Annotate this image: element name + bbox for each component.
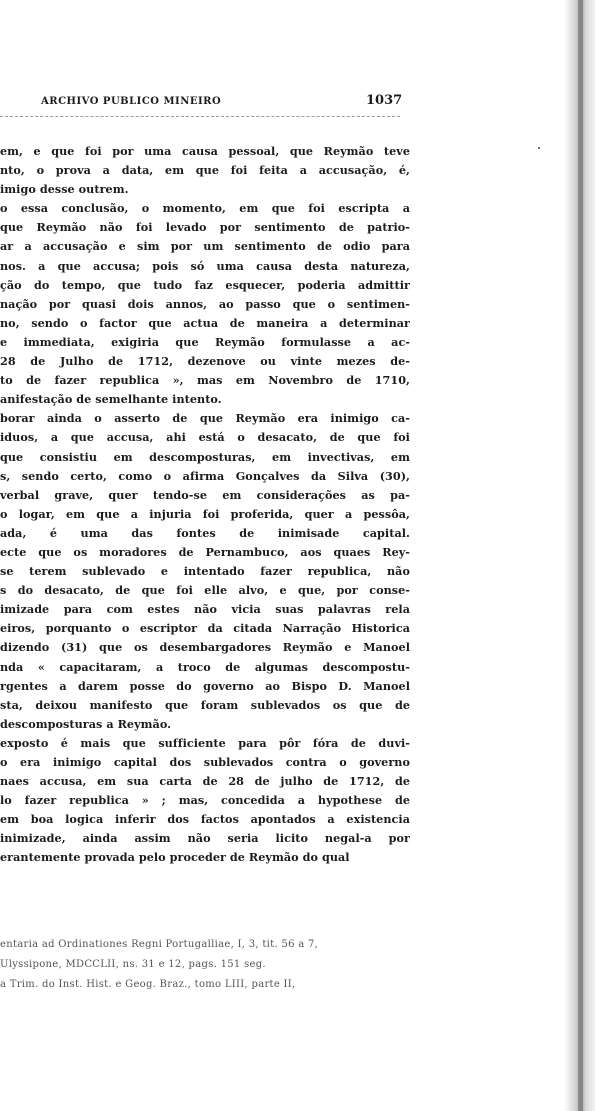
text-line: imigo desse outrem. <box>0 182 129 197</box>
text-line: borar ainda o asserto de que Reymão era inimigo ca- <box>0 411 410 426</box>
text-line: s, sendo certo, como o afirma Gonçalves da Silva (30), <box>0 468 410 483</box>
text-line: iduos, a que accusa, ahi está o desacato, de que foi <box>0 430 410 445</box>
text-line: que consistiu em descomposturas, em invectivas, em <box>0 449 410 464</box>
text-line: sta, deixou manifesto que foram sublevados os que de <box>0 697 410 712</box>
footnote-line: a Trim. do Inst. Hist. e Geog. Braz., tomo LIII, parte II, <box>0 979 296 990</box>
text-line: ecte que os moradores de Pernambuco, aos quaes Rey- <box>0 544 410 559</box>
page-number: 1037 <box>366 93 403 108</box>
text-line: 28 de Julho de 1712, dezenove ou vinte mezes de- <box>0 354 410 369</box>
text-line: nos. a que accusa; pois só uma causa desta natureza, <box>0 258 410 273</box>
footnotes <box>0 935 410 995</box>
text-line: inimizade, ainda assim não seria licito negal-a por <box>0 831 410 846</box>
text-line: dizendo (31) que os desembargadores Reymão e Manoel <box>0 640 410 655</box>
text-line: em, e que foi por uma causa pessoal, que Reymão teve <box>0 144 410 158</box>
text-line: em boa logica inferir dos factos apontados a existencia <box>0 812 410 827</box>
header-rule <box>0 116 400 117</box>
text-line: s do desacato, de que foi elle alvo, e que, por conse- <box>0 583 410 598</box>
text-line: erantemente provada pelo proceder de Reymão do qual <box>0 850 350 865</box>
text-line: descomposturas a Reymão. <box>0 716 172 731</box>
text-line: exposto é mais que sufficiente para pôr fóra de duvi- <box>0 735 410 750</box>
text-line: o essa conclusão, o momento, em que foi escripta a <box>0 201 410 216</box>
text-line: ada, é uma das fontes de inimisade capital. <box>0 525 410 540</box>
text-line: nação por quasi dois annos, ao passo que o sentimen- <box>0 296 410 311</box>
text-line: eiros, porquanto o escriptor da citada Narração Historica <box>0 621 410 636</box>
ink-speck <box>538 147 540 149</box>
footnote-line: entaria ad Ordinationes Regni Portugalliae, I, 3, tit. 56 a 7, <box>0 939 319 950</box>
text-line: lo fazer republica » ; mas, concedida a hypothese de <box>0 793 410 808</box>
text-line: anifestação de semelhante intento. <box>0 392 222 407</box>
text-line: se terem sublevado e intentado fazer republica, não <box>0 564 410 579</box>
text-line: imizade para com estes não vicia suas palavras rela <box>0 602 410 617</box>
text-line: no, sendo o factor que actua de maneira a determinar <box>0 315 410 330</box>
text-line: to de fazer republica », mas em Novembro de 1710, <box>0 373 410 388</box>
text-line: naes accusa, em sua carta de 28 de julho de 1712, de <box>0 774 410 789</box>
text-line: nda « capacitaram, a troco de algumas descompostu- <box>0 659 410 674</box>
text-line: o logar, em que a injuria foi proferida, quer a pessôa, <box>0 506 410 521</box>
text-line: e immediata, exigiria que Reymão formulasse a ac- <box>0 334 410 349</box>
text-line: ção do tempo, que tudo faz esquecer, poderia admittir <box>0 277 410 292</box>
text-line: nto, o prova a data, em que foi feita a accusação, é, <box>0 163 410 178</box>
text-line: verbal grave, quer tendo-se em considerações as pa- <box>0 487 410 502</box>
text-line: o era inimigo capital dos sublevados contra o governo <box>0 755 410 769</box>
text-line: ar a accusação e sim por um sentimento de odio para <box>0 239 410 254</box>
text-line: rgentes a darem posse do governo ao Bispo D. Manoel <box>0 678 410 693</box>
book-binding-edge <box>578 0 583 1111</box>
running-title: ARCHIVO PUBLICO MINEIRO <box>41 96 222 107</box>
text-line: que Reymão não foi levado por sentimento de patrio- <box>0 220 410 235</box>
body-text <box>0 142 410 868</box>
footnote-line: Ulyssipone, MDCCLII, ns. 31 e 12, pags. 151 seg. <box>0 959 266 970</box>
